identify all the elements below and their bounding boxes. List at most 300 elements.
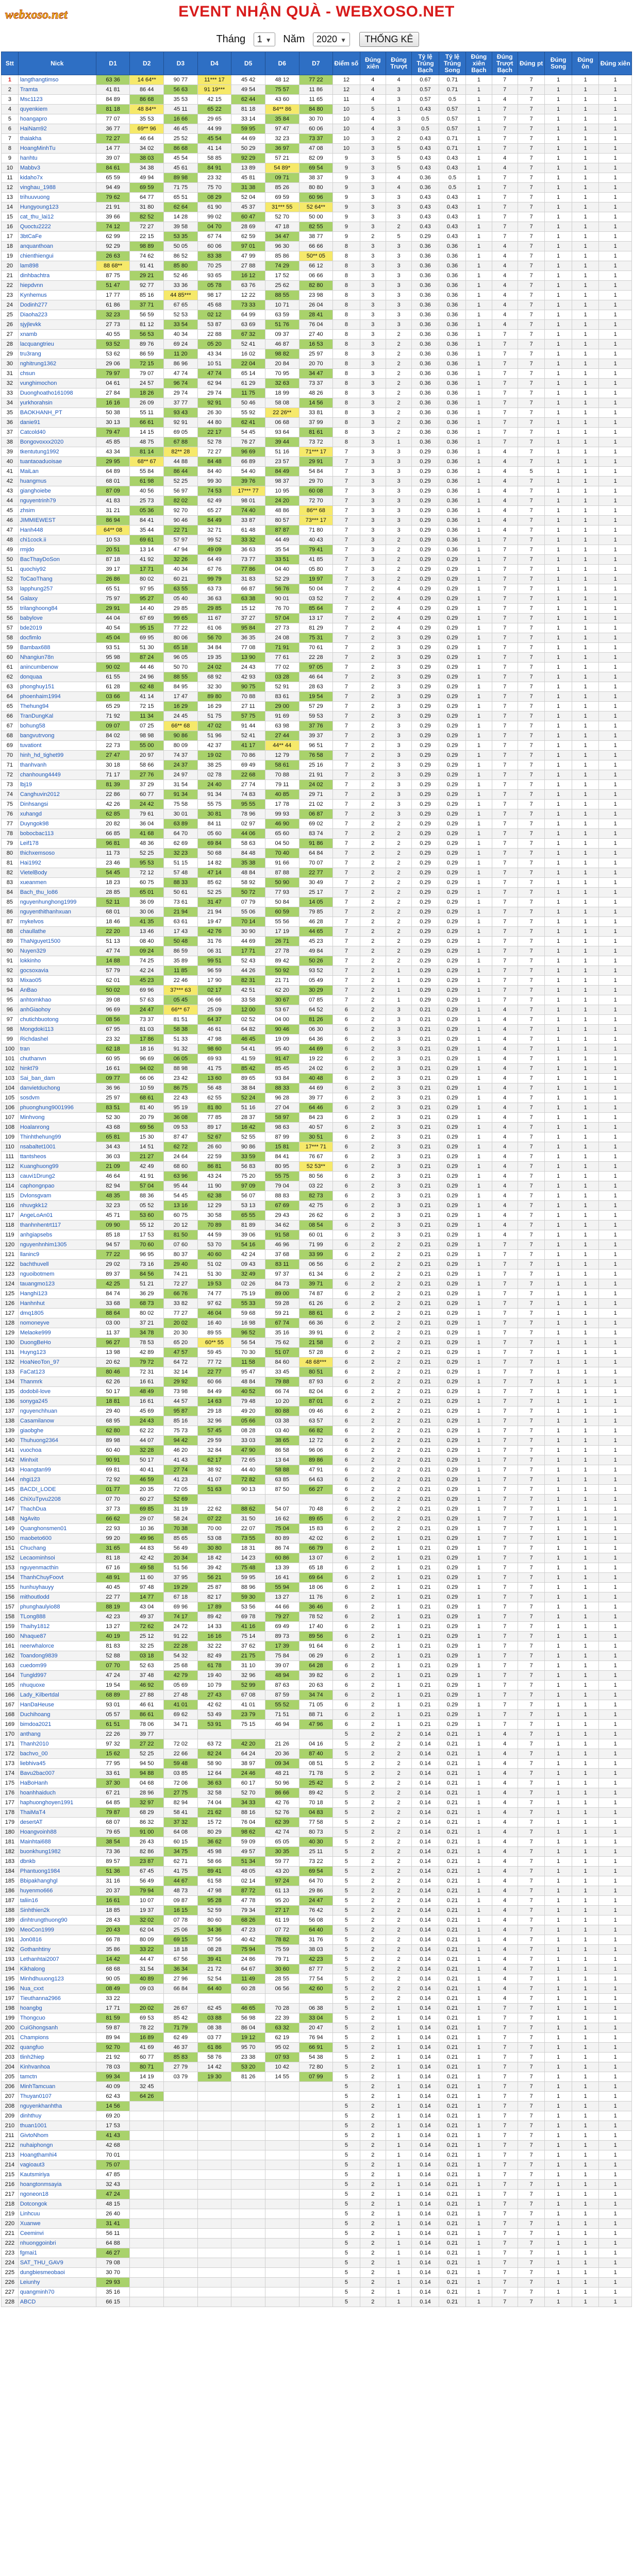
nick-link[interactable]: xueanmen <box>18 878 96 888</box>
nick-link[interactable]: sjyjlevkk <box>18 320 96 330</box>
nick-link[interactable]: ChiXuTpvu2208 <box>18 1495 96 1504</box>
day-pick-cell: 33 22 <box>96 1994 130 2004</box>
nick-link[interactable]: tuantaoaduoisae <box>18 457 96 467</box>
nick-link[interactable]: SAT_THU_GAV9 <box>18 2258 96 2268</box>
nick-link[interactable]: Thinhthehung99 <box>18 1132 96 1142</box>
nick-link[interactable]: chaullathe <box>18 927 96 937</box>
stat-cell: 7 <box>492 741 518 751</box>
nick-link[interactable]: zhsim <box>18 506 96 516</box>
stat-cell: 7 <box>492 1446 518 1455</box>
nick-link[interactable]: VietelBody <box>18 868 96 878</box>
nick-link[interactable]: dmq1805 <box>18 1309 96 1318</box>
nick-link[interactable]: anhGiaohoy <box>18 1005 96 1015</box>
nick-link[interactable]: Quanghonsmen01 <box>18 1524 96 1534</box>
nick-link[interactable]: lapphung257 <box>18 584 96 594</box>
nick-link[interactable]: hunhuyhauyy <box>18 1583 96 1592</box>
nick-link[interactable]: huyenmo666 <box>18 1886 96 1896</box>
day-pick-cell: 58 66 <box>130 760 164 770</box>
nick-link[interactable]: ThanhChuyFoovt <box>18 1573 96 1583</box>
stat-cell: 0.36 <box>439 526 466 535</box>
day-pick-cell: 06 30 <box>299 1025 333 1035</box>
nick-link[interactable]: Kuanghuong99 <box>18 1162 96 1172</box>
stat-cell: 1 <box>386 2131 411 2141</box>
nick-link[interactable]: Duchihoang <box>18 1710 96 1720</box>
nick-link[interactable]: Minhvong <box>18 1113 96 1123</box>
nick-link[interactable]: anhgiapsebs <box>18 1230 96 1240</box>
nick-link[interactable]: Mixao05 <box>18 976 96 986</box>
nick-link[interactable]: bachvo_00 <box>18 1749 96 1759</box>
day-pick-cell: 52 55 <box>231 1132 265 1142</box>
day-pick-cell: 32 23 <box>265 134 299 144</box>
nick-link[interactable]: Hanh448 <box>18 526 96 535</box>
nick-link[interactable]: Linhcuu <box>18 2209 96 2219</box>
nick-link[interactable]: Minhdhuuong123 <box>18 1974 96 1984</box>
nick-link[interactable]: lacquangtrieu <box>18 340 96 349</box>
nick-link[interactable]: thaiakha <box>18 134 96 144</box>
nick-link[interactable]: Mongdoki113 <box>18 1025 96 1035</box>
nick-link[interactable]: Dodinh277 <box>18 300 96 310</box>
nick-link[interactable]: TLong888 <box>18 1612 96 1622</box>
stat-cell: 7 <box>492 437 518 447</box>
stat-cell: 6 <box>333 1221 360 1230</box>
nick-link[interactable]: Gothanhtiny <box>18 1945 96 1955</box>
nick-link[interactable]: Catcold40 <box>18 428 96 437</box>
nick-link[interactable]: Bongovoxxx2020 <box>18 437 96 447</box>
nick-link[interactable]: chsun <box>18 369 96 379</box>
stat-cell: 4 <box>492 291 518 300</box>
nick-link[interactable]: Toandong9839 <box>18 1651 96 1661</box>
nick-link[interactable]: liebhiva45 <box>18 1759 96 1769</box>
nick-link[interactable]: neerwhalorce <box>18 1641 96 1651</box>
nick-link[interactable]: danvietduchong <box>18 1083 96 1093</box>
nick-link[interactable]: Jon0816 <box>18 1935 96 1945</box>
nick-link[interactable]: nhuquoxe <box>18 1681 96 1690</box>
nick-link[interactable]: Bambax688 <box>18 643 96 653</box>
stat-cell: 7 <box>492 907 518 917</box>
nick-link[interactable]: Thongcuo <box>18 2013 96 2023</box>
rank-cell: 12 <box>2 183 19 193</box>
nick-link[interactable]: MeoCon1999 <box>18 1925 96 1935</box>
nick-link[interactable]: HaBoHanh <box>18 1778 96 1788</box>
nick-link[interactable]: haphuonghoyen1991 <box>18 1798 96 1808</box>
nick-link[interactable]: hiepdvnn <box>18 281 96 291</box>
nick-link[interactable]: phuonghung9001996 <box>18 1103 96 1113</box>
nick-link[interactable]: tuvationt <box>18 741 96 751</box>
stat-cell: 1 <box>572 261 599 271</box>
stat-cell: 0.29 <box>439 780 466 790</box>
nick-link[interactable]: Thuhuong2364 <box>18 1436 96 1446</box>
nick-link[interactable]: Champions <box>18 2033 96 2043</box>
nick-link[interactable]: Phantuong1984 <box>18 1867 96 1876</box>
stat-cell: 1 <box>466 1123 492 1132</box>
nick-link[interactable]: TranDungKal <box>18 711 96 721</box>
nick-link[interactable]: ToCaoThang <box>18 574 96 584</box>
stat-cell: 1 <box>572 1994 599 2004</box>
nick-link[interactable]: Mainhtai688 <box>18 1837 96 1847</box>
stat-cell: 1 <box>572 672 599 682</box>
nick-link[interactable]: xuhangd <box>18 809 96 819</box>
nick-link[interactable]: nguyenhnhim1305 <box>18 1240 96 1250</box>
nick-link[interactable]: MaiLan <box>18 467 96 477</box>
nick-link[interactable]: Thanh2010 <box>18 1739 96 1749</box>
nick-link[interactable]: Tungld997 <box>18 1671 96 1681</box>
nick-link[interactable]: dbnkb <box>18 1857 96 1867</box>
nick-link[interactable]: phunghaulyio88 <box>18 1602 96 1612</box>
stat-cell: 1 <box>545 85 572 95</box>
nick-link[interactable]: bangvutrvong <box>18 731 96 741</box>
stat-cell: 1 <box>572 1152 599 1162</box>
nick-link[interactable]: thanhvanh <box>18 760 96 770</box>
stat-cell: 0.21 <box>412 1377 439 1387</box>
nick-link[interactable]: gocsoxavia <box>18 966 96 976</box>
day-pick-cell: 60 08 <box>299 486 333 496</box>
nick-link[interactable]: llaninc9 <box>18 1250 96 1260</box>
nick-link[interactable]: dodobil-love <box>18 1387 96 1397</box>
nick-link[interactable]: AnBao <box>18 986 96 995</box>
nick-link[interactable]: lbj19 <box>18 780 96 790</box>
stat-cell: 1 <box>545 535 572 545</box>
stat-cell: 1 <box>599 1103 632 1113</box>
stat-cell: 1 <box>545 1005 572 1015</box>
nick-link[interactable]: CuiGhongsanh <box>18 2023 96 2033</box>
stat-cell: 1 <box>572 1162 599 1172</box>
nick-link[interactable]: Tramta <box>18 85 96 95</box>
nick-link[interactable]: chi1cock.ii <box>18 535 96 545</box>
nick-link[interactable]: Minhxit <box>18 1455 96 1465</box>
nick-link[interactable]: hanhtu <box>18 154 96 163</box>
nick-link[interactable]: hoangapro <box>18 114 96 124</box>
nick-link[interactable]: Nhaque87 <box>18 1632 96 1641</box>
nick-link[interactable]: HaiNam92 <box>18 124 96 134</box>
nick-link[interactable]: nguyenthithanhxuan <box>18 907 96 917</box>
nick-link[interactable]: HoangMinhTu <box>18 144 96 154</box>
nick-link[interactable]: Sinhthien2k <box>18 1906 96 1916</box>
nick-link[interactable]: thichxemsoso <box>18 849 96 858</box>
stat-cell: 0.5 <box>439 183 466 193</box>
stat-cell: 1 <box>599 614 632 623</box>
nick-link[interactable]: Bbipakhanghgl <box>18 1876 96 1886</box>
day-pick-cell: 72 62 <box>130 1622 164 1632</box>
nick-link[interactable]: xnamb <box>18 330 96 340</box>
nick-link[interactable]: huangmus <box>18 477 96 486</box>
day-pick-cell <box>299 2180 333 2190</box>
nick-link[interactable]: Dvlonsgvam <box>18 1191 96 1201</box>
nick-link[interactable]: HanDaHeuse <box>18 1700 96 1710</box>
nick-link[interactable]: nsabaltet1001 <box>18 1142 96 1152</box>
nick-link[interactable]: Leiunhy <box>18 2278 96 2287</box>
nick-link[interactable]: Leif178 <box>18 839 96 849</box>
nick-link[interactable]: Sai_ban_dam <box>18 1074 96 1083</box>
nick-link[interactable]: gianghoiebe <box>18 486 96 496</box>
nick-link[interactable]: hoanhhaiduch <box>18 1788 96 1798</box>
nick-link[interactable]: Melaoke999 <box>18 1328 96 1338</box>
nick-link[interactable]: ThaNguyet1500 <box>18 937 96 946</box>
nick-link[interactable]: tkentutung1992 <box>18 447 96 457</box>
nick-link[interactable]: tran <box>18 1044 96 1054</box>
day-pick-cell: 47 90 <box>231 1446 265 1455</box>
nick-link[interactable]: Hanghi123 <box>18 1289 96 1299</box>
day-pick-cell: 13 90 <box>231 653 265 663</box>
nick-link[interactable]: nomoneyve <box>18 1318 96 1328</box>
nick-link[interactable]: Nuyen329 <box>18 946 96 956</box>
nick-link[interactable]: Thuyan0107 <box>18 2092 96 2102</box>
nick-link[interactable]: bimdoa2021 <box>18 1720 96 1730</box>
nick-link[interactable]: langthangtimso <box>18 75 96 85</box>
nick-link[interactable]: Richdashel <box>18 1035 96 1044</box>
nick-link[interactable]: trilanghoong84 <box>18 604 96 614</box>
nick-link[interactable]: buonkhung1982 <box>18 1847 96 1857</box>
nick-link[interactable]: danie91 <box>18 418 96 428</box>
nick-link[interactable]: Thanmrk <box>18 1377 96 1387</box>
nick-link[interactable]: desertAT <box>18 1818 96 1827</box>
day-pick-cell: 91 69 <box>265 711 299 721</box>
nick-link[interactable]: Thehung94 <box>18 702 96 711</box>
nick-link[interactable]: taliin16 <box>18 1896 96 1906</box>
month-select[interactable] <box>254 32 275 46</box>
day-pick-cell: 22 07 <box>231 1524 265 1534</box>
nick-link[interactable]: dinhbachtra <box>18 271 96 281</box>
nick-link[interactable]: rmjdo <box>18 545 96 555</box>
nick-link[interactable]: fgmai1 <box>18 2248 96 2258</box>
nick-link[interactable]: dinhthuy <box>18 2111 96 2121</box>
nick-link[interactable]: Huyng123 <box>18 1348 96 1358</box>
rank-cell: 16 <box>2 222 19 232</box>
nick-link[interactable]: bohung58 <box>18 721 96 731</box>
nick-link[interactable]: GivtoNhom <box>18 2131 96 2141</box>
nick-link[interactable]: nguyenmacthin <box>18 1563 96 1573</box>
nick-link[interactable]: Duonghoatho161098 <box>18 388 96 398</box>
stat-cell: 6 <box>333 1367 360 1377</box>
stat-cell: 0.21 <box>412 1690 439 1700</box>
nick-link[interactable]: kidaho7x <box>18 173 96 183</box>
nick-link[interactable]: anincumbenow <box>18 663 96 672</box>
nick-link[interactable]: chuthanvn <box>18 1054 96 1064</box>
nick-link[interactable]: Lethanhtai2007 <box>18 1955 96 1964</box>
stat-cell: 1 <box>386 2023 411 2033</box>
nick-link[interactable]: chutichbuotong <box>18 1015 96 1025</box>
day-pick-cell: 04 83 <box>299 1808 333 1818</box>
nick-link[interactable]: nguyenchhuan <box>18 1406 96 1416</box>
nick-link[interactable]: Tieuthanna2966 <box>18 1994 96 2004</box>
nick-link[interactable]: nhuvgkk12 <box>18 1201 96 1211</box>
stat-cell: 1 <box>572 1446 599 1455</box>
nick-link[interactable]: nguyenhunghong1999 <box>18 897 96 907</box>
day-pick-cell <box>265 2131 299 2141</box>
nick-link[interactable]: Casamilanow <box>18 1416 96 1426</box>
nick-link[interactable]: cat_thu_lai12 <box>18 212 96 222</box>
nick-link[interactable]: Hungyoung123 <box>18 202 96 212</box>
stat-cell: 1 <box>466 623 492 633</box>
nick-link[interactable]: nghitrung1362 <box>18 359 96 369</box>
day-pick-cell: 62 49 <box>197 496 231 506</box>
nick-link[interactable]: lokkinho <box>18 956 96 966</box>
nick-link[interactable]: Chuchang <box>18 1544 96 1553</box>
stat-cell: 2 <box>386 1906 411 1916</box>
nick-link[interactable]: ThachDua <box>18 1504 96 1514</box>
nick-link[interactable]: Galaxy <box>18 594 96 604</box>
nick-link[interactable]: Canghuvin2012 <box>18 790 96 800</box>
nick-link[interactable]: vinghau_1988 <box>18 183 96 193</box>
stat-cell: 1 <box>545 1446 572 1455</box>
nick-link[interactable]: chienthiengui <box>18 251 96 261</box>
stat-cell: 5 <box>333 1867 360 1876</box>
stat-cell: 1 <box>545 2219 572 2229</box>
nick-link[interactable]: Hoangvoinh88 <box>18 1827 96 1837</box>
nick-link[interactable]: yurkhorahsin <box>18 398 96 408</box>
nick-link[interactable]: Hoalanrong <box>18 1123 96 1132</box>
nick-link[interactable]: mithoutlodd <box>18 1592 96 1602</box>
nick-link[interactable]: Kynhemus <box>18 291 96 300</box>
nick-link[interactable]: anquanthoan <box>18 242 96 251</box>
day-pick-cell: 66 61 <box>130 418 164 428</box>
stat-cell: 1 <box>599 1563 632 1573</box>
nick-link[interactable]: maobeto600 <box>18 1534 96 1544</box>
nick-link[interactable]: JIMMIEWEST <box>18 516 96 526</box>
nick-link[interactable]: anhtomkhao <box>18 995 96 1005</box>
nick-link[interactable]: Duyngok98 <box>18 819 96 829</box>
nick-link[interactable]: bde2019 <box>18 623 96 633</box>
nick-link[interactable]: vagioaut3 <box>18 2160 96 2170</box>
nick-link[interactable]: trihuuvuong <box>18 193 96 202</box>
nick-link[interactable]: dinhtrungthuong90 <box>18 1916 96 1925</box>
nick-link[interactable]: mykelvos <box>18 917 96 927</box>
nick-link[interactable]: 3btCaFe <box>18 232 96 242</box>
nick-link[interactable]: cauvi1Drung2 <box>18 1172 96 1181</box>
nick-link[interactable]: BacThayDoSon <box>18 555 96 565</box>
nick-link[interactable]: hoangtonmsayia <box>18 2180 96 2190</box>
nick-link[interactable]: phoenhaim1994 <box>18 692 96 702</box>
nick-link[interactable]: Diaoha223 <box>18 310 96 320</box>
nick-link[interactable]: Xuanwe <box>18 2219 96 2229</box>
nick-link[interactable]: Lecaominhsoi <box>18 1553 96 1563</box>
stat-cell: 0.14 <box>412 1886 439 1896</box>
stat-cell: 9 <box>333 163 360 173</box>
nick-link[interactable]: donquaa <box>18 672 96 682</box>
nick-link[interactable]: Hoangtan99 <box>18 1465 96 1475</box>
nick-link[interactable]: Ceeminvi <box>18 2229 96 2239</box>
nick-link[interactable]: quochiy92 <box>18 565 96 574</box>
day-pick-cell <box>164 2190 198 2199</box>
nick-link[interactable]: NgAvito <box>18 1514 96 1524</box>
nick-link[interactable]: Hai1992 <box>18 858 96 868</box>
nick-link[interactable]: nguyenkhanhtha <box>18 2102 96 2111</box>
nick-link[interactable]: vunghimochon <box>18 379 96 388</box>
nick-link[interactable]: thanhnhentrt117 <box>18 1221 96 1230</box>
nick-link[interactable]: ABCD <box>18 2297 96 2307</box>
nick-link[interactable]: hinh_hd_tighet99 <box>18 751 96 760</box>
nick-link[interactable]: quyenkiem <box>18 105 96 114</box>
nick-link[interactable]: babylove <box>18 614 96 623</box>
nick-link[interactable]: sosdvm <box>18 1093 96 1103</box>
day-pick-cell: 79 34 <box>231 1906 265 1916</box>
stat-cell: 1 <box>572 1886 599 1896</box>
nick-link[interactable]: nhgi123 <box>18 1475 96 1485</box>
stat-cell: 3 <box>360 320 386 330</box>
nick-link[interactable]: nhuonggoinbri <box>18 2239 96 2248</box>
nick-link[interactable]: DuongBeHo <box>18 1338 96 1348</box>
nick-link[interactable]: Bach_thu_lo86 <box>18 888 96 897</box>
stat-cell: 1 <box>599 1465 632 1475</box>
nick-link[interactable]: Kikhalong <box>18 1964 96 1974</box>
stat-cell: 7 <box>492 1583 518 1592</box>
nick-link[interactable]: AngeLoAn01 <box>18 1211 96 1221</box>
day-pick-cell: 28 85 <box>96 888 130 897</box>
nick-link[interactable]: ngoneon18 <box>18 2190 96 2199</box>
nick-link[interactable]: bachthuvell <box>18 1260 96 1269</box>
nick-link[interactable]: lam898 <box>18 261 96 271</box>
nick-link[interactable]: phonghuy151 <box>18 682 96 692</box>
nick-link[interactable]: Kinhvanhoa <box>18 2062 96 2072</box>
nick-link[interactable]: quangfuo <box>18 2043 96 2053</box>
nick-link[interactable]: docfimlo <box>18 633 96 643</box>
nick-link[interactable]: nuhaiphongn <box>18 2141 96 2150</box>
nick-link[interactable]: BAOKHANH_PT <box>18 408 96 418</box>
nick-link[interactable]: ttantsheos <box>18 1152 96 1162</box>
nick-link[interactable]: Quoctu2222 <box>18 222 96 232</box>
nick-link[interactable]: vuochoa <box>18 1446 96 1455</box>
nick-link[interactable]: Msc1123 <box>18 95 96 105</box>
nick-link[interactable]: Dotcongok <box>18 2199 96 2209</box>
nick-link[interactable]: anthang <box>18 1730 96 1739</box>
nick-link[interactable]: thuan1001 <box>18 2121 96 2131</box>
nick-link[interactable]: FaCat123 <box>18 1367 96 1377</box>
nick-link[interactable]: Hanhnhut <box>18 1299 96 1309</box>
statistics-button[interactable]: THỐNG KÊ <box>359 32 419 47</box>
nick-link[interactable]: MinhTamcuan <box>18 2082 96 2092</box>
nick-link[interactable]: Mabbv3 <box>18 163 96 173</box>
stat-cell: 0.21 <box>439 1837 466 1847</box>
stat-cell: 6 <box>333 1083 360 1093</box>
nick-link[interactable]: nguoibotmem <box>18 1269 96 1279</box>
year-select[interactable] <box>313 32 350 46</box>
nick-link[interactable]: caphongnpao <box>18 1181 96 1191</box>
nick-link[interactable]: Nua_cxxt <box>18 1984 96 1994</box>
nick-link[interactable]: HoaNeoTon_97 <box>18 1358 96 1367</box>
nick-link[interactable]: cuedom99 <box>18 1661 96 1671</box>
day-pick-cell: 71 92 <box>96 711 130 721</box>
nick-link[interactable]: tamctn <box>18 2072 96 2082</box>
nick-link[interactable]: chanhoung4449 <box>18 770 96 780</box>
nick-link[interactable]: Lady_Kilbertdal <box>18 1690 96 1700</box>
nick-link[interactable]: Bavu2bac007 <box>18 1769 96 1778</box>
nick-link[interactable]: quangminh70 <box>18 2287 96 2297</box>
nick-link[interactable]: tauangmo123 <box>18 1279 96 1289</box>
nick-link[interactable]: giaobghe <box>18 1426 96 1436</box>
nick-link[interactable]: Kautsmiriya <box>18 2170 96 2180</box>
day-pick-cell: 61 55 <box>96 672 130 682</box>
nick-link[interactable]: sonyga245 <box>18 1397 96 1406</box>
nick-link[interactable]: tru3rang <box>18 349 96 359</box>
day-pick-cell: 37 21 <box>130 1318 164 1328</box>
nick-link[interactable]: BACDI_LODE <box>18 1485 96 1495</box>
filter-bar <box>0 32 633 47</box>
nick-link[interactable]: dungbiesmeobaoi <box>18 2268 96 2278</box>
nick-link[interactable]: hoangbg <box>18 2004 96 2013</box>
stat-cell: 3 <box>386 212 411 222</box>
nick-link[interactable]: bobocbac113 <box>18 829 96 839</box>
stat-cell: 1 <box>599 1328 632 1338</box>
nick-link[interactable]: Dinhsangsi <box>18 800 96 809</box>
stat-cell: 1 <box>572 418 599 428</box>
nick-link[interactable]: Nhangiun78n <box>18 653 96 663</box>
stat-cell: 7 <box>492 1504 518 1514</box>
nick-link[interactable]: tlinh2hiep <box>18 2053 96 2062</box>
nick-link[interactable]: ThaiMaT4 <box>18 1808 96 1818</box>
nick-link[interactable]: Thaihy1812 <box>18 1622 96 1632</box>
nick-link[interactable]: Hoangthamhi4 <box>18 2150 96 2160</box>
nick-link[interactable]: hinkt79 <box>18 1064 96 1074</box>
nick-link[interactable]: nguyentrinh79 <box>18 496 96 506</box>
